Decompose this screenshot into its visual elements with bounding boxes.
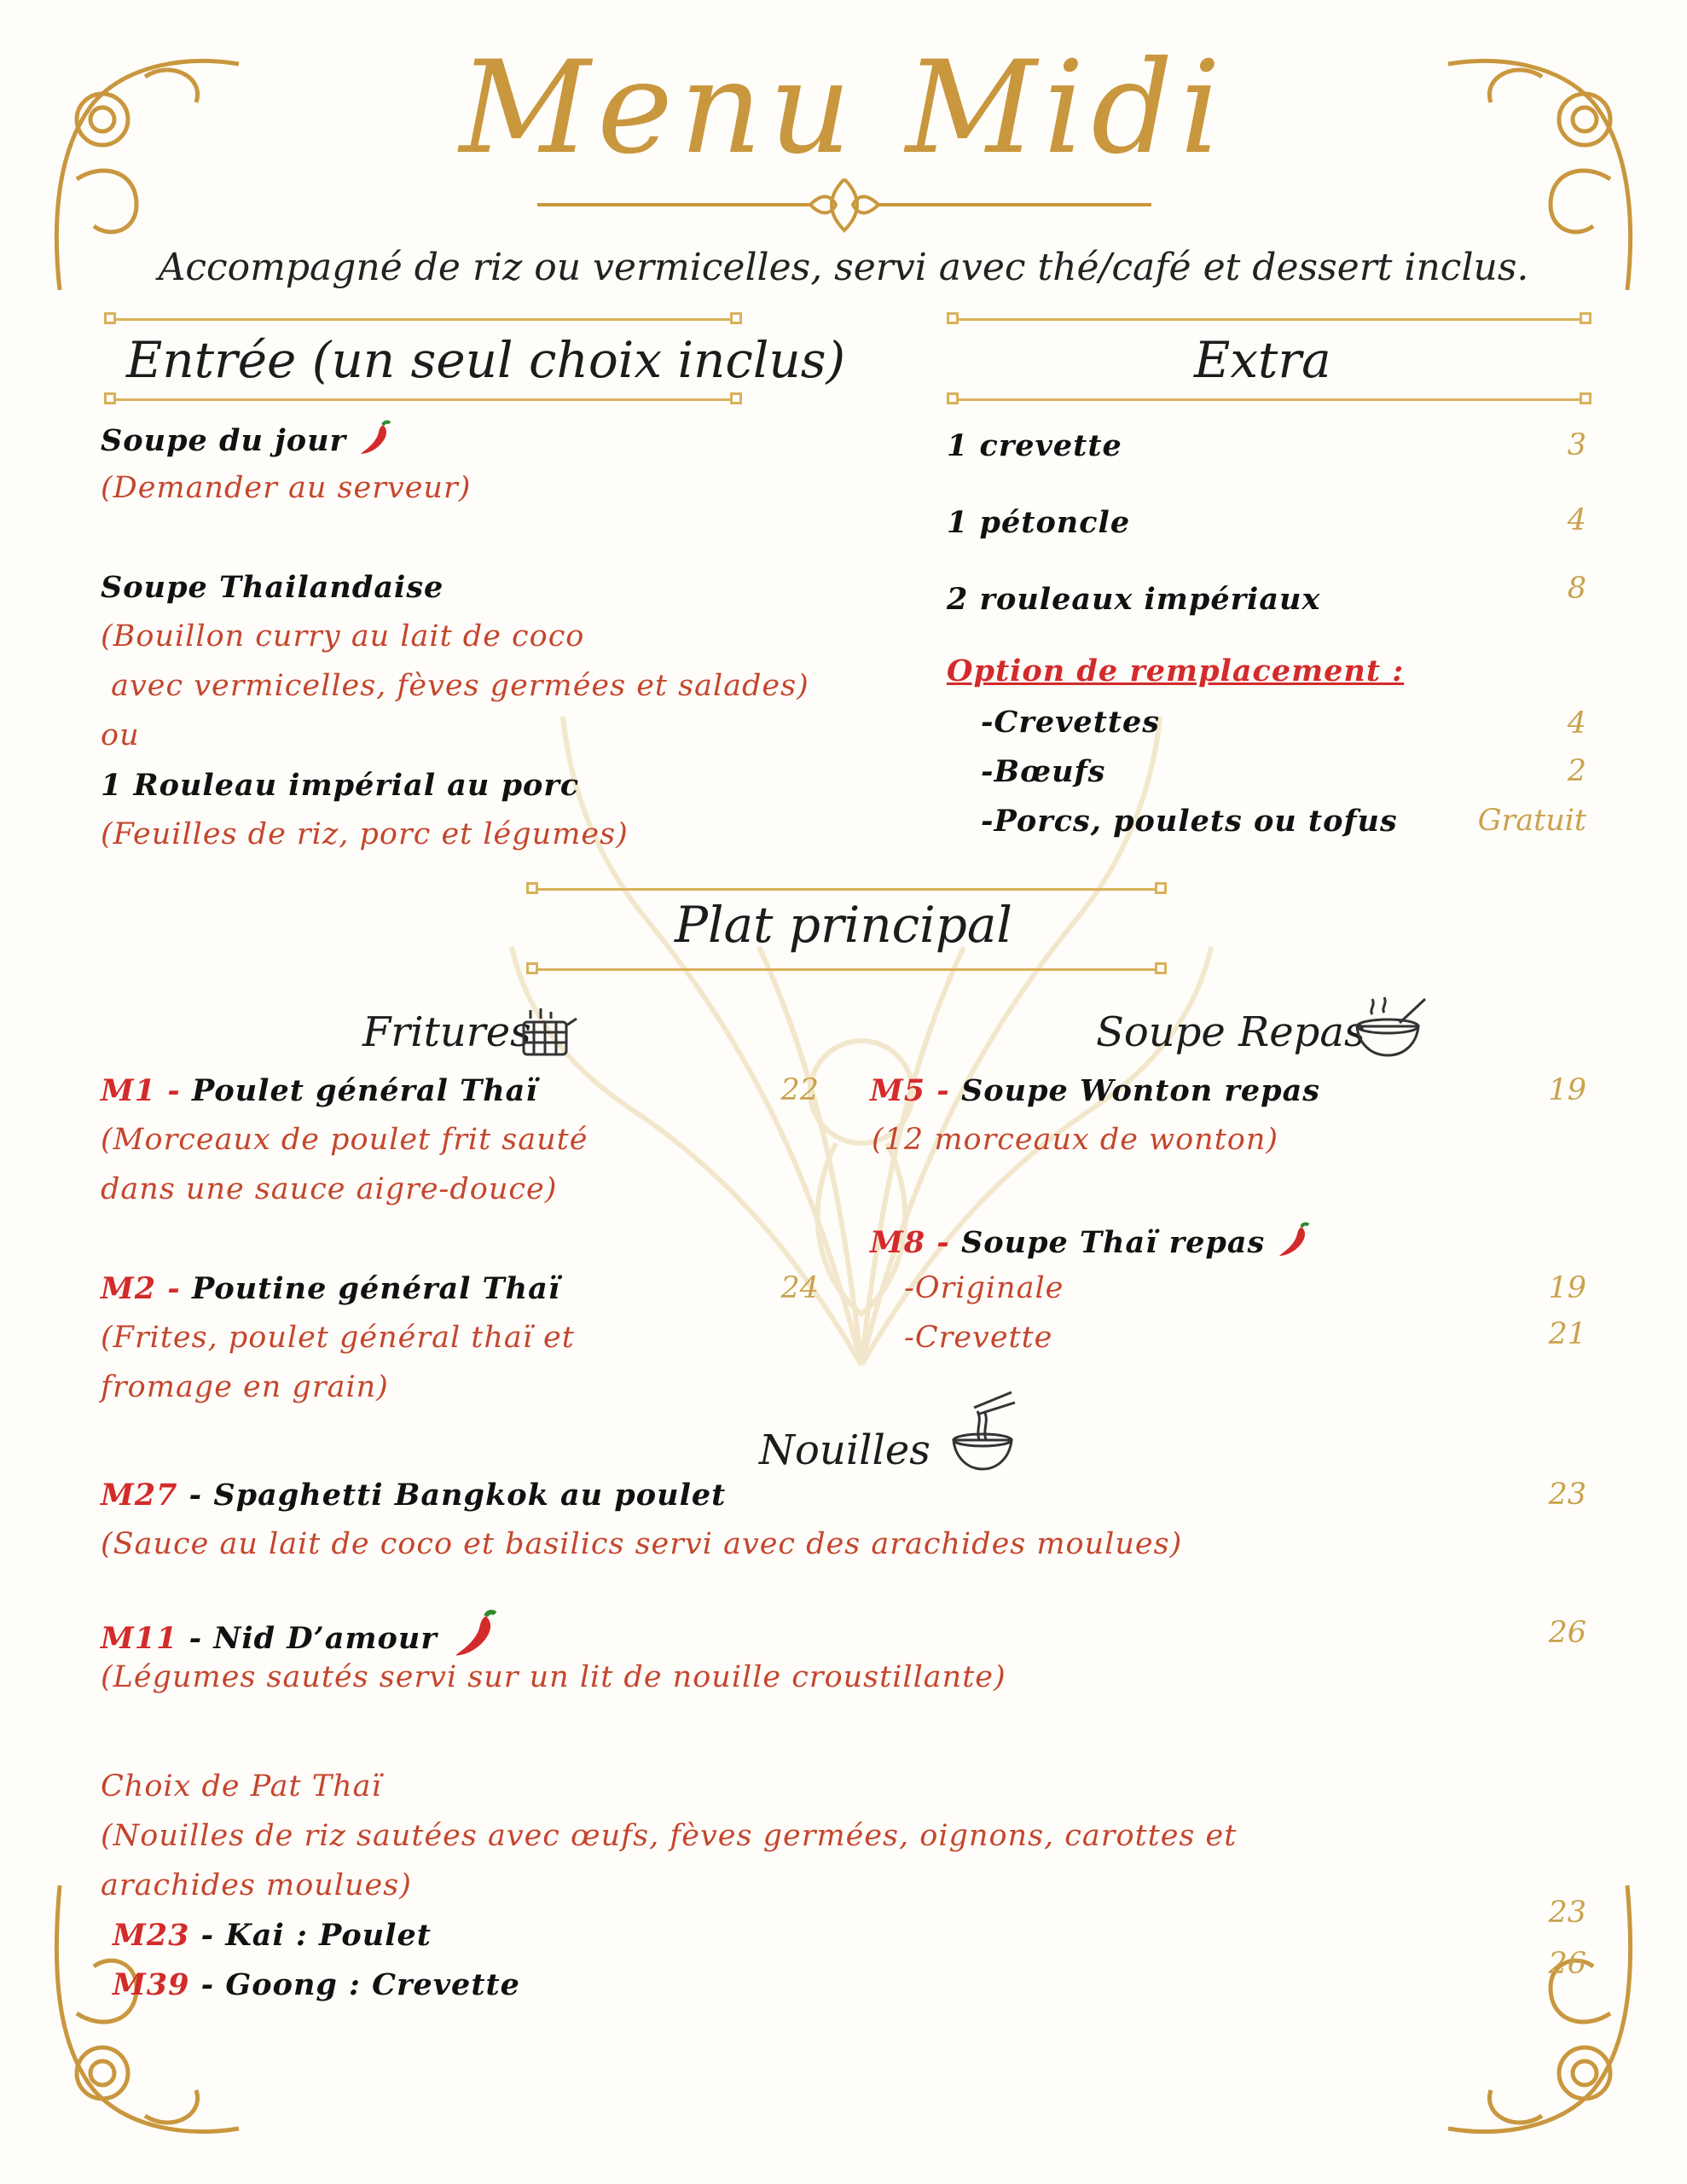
- item-code: M27: [101, 1478, 178, 1513]
- rule-square: [730, 312, 742, 324]
- rule-square: [1580, 312, 1591, 324]
- pat-thai-price: 23: [1548, 1896, 1586, 1930]
- nouilles-item-price: 23: [1548, 1478, 1586, 1512]
- soupe-item-name: [870, 1222, 1310, 1260]
- fritures-item-name: [101, 1271, 560, 1306]
- item-label: Goong : Crevette: [225, 1967, 520, 2002]
- rule-square: [947, 392, 959, 404]
- pat-thai-option: [113, 1918, 432, 1953]
- entree-item-label: Soupe du jour: [101, 423, 346, 458]
- extra-rule-bottom: [954, 398, 1585, 401]
- item-separator: -: [925, 1225, 962, 1260]
- option-name: -Crevettes: [981, 705, 1161, 740]
- page-title: Menu Midi: [459, 34, 1228, 183]
- fritures-item-price: 24: [780, 1271, 819, 1305]
- rule-square: [1155, 882, 1167, 894]
- item-code: M23: [113, 1918, 190, 1953]
- fritures-item-desc: dans une sauce aigre-douce): [101, 1172, 558, 1206]
- entree-item-name: 1 Rouleau impérial au porc: [101, 768, 580, 803]
- entree-rule-top: [111, 318, 733, 321]
- option-price: 2: [1567, 754, 1586, 788]
- rule-square: [730, 392, 742, 404]
- pat-thai-desc: arachides moulues): [101, 1868, 412, 1902]
- item-separator: -: [177, 1478, 214, 1513]
- item-separator: -: [925, 1073, 962, 1108]
- item-label: Nid D’amour: [213, 1621, 438, 1656]
- item-separator: -: [189, 1967, 226, 2002]
- rule-square: [104, 392, 116, 404]
- soupe-item-desc: (12 morceaux de wonton): [872, 1123, 1279, 1157]
- fritures-item-name: [101, 1073, 538, 1108]
- extra-rule-top: [954, 318, 1585, 321]
- option-name: -Porcs, poulets ou tofus: [981, 804, 1398, 839]
- entree-item-name: [101, 420, 391, 458]
- rule-square: [526, 882, 538, 894]
- entree-item-desc: (Bouillon curry au lait de coco: [101, 619, 585, 653]
- pat-thai-option: [113, 1967, 520, 2002]
- entree-item-desc: (Feuilles de riz, porc et légumes): [101, 817, 629, 851]
- item-separator: -: [156, 1271, 193, 1306]
- pat-thai-desc: (Nouilles de riz sautées avec œufs, fèves germées, oignons, carottes et: [101, 1819, 1238, 1853]
- item-label: Soupe Thaï repas: [961, 1225, 1266, 1260]
- fryer-basket-icon: [519, 1007, 578, 1060]
- soupe-item-name: [870, 1073, 1320, 1108]
- rule-square: [947, 312, 959, 324]
- soupe-heading: Soupe Repas: [1096, 1008, 1365, 1056]
- entree-or: ou: [101, 718, 140, 752]
- extra-heading: Extra: [1194, 331, 1331, 389]
- item-separator: -: [189, 1918, 226, 1953]
- nouilles-item-desc: (Sauce au lait de coco et basilics servi avec des arachides moulues): [101, 1527, 1183, 1561]
- extra-item-name: 1 crevette: [947, 428, 1122, 463]
- plat-heading: Plat principal: [675, 896, 1012, 954]
- item-label: Spaghetti Bangkok au poulet: [213, 1478, 727, 1513]
- item-code: M1: [101, 1073, 157, 1108]
- entree-item-desc: (Demander au serveur): [101, 471, 472, 505]
- rule-square: [104, 312, 116, 324]
- nouilles-item-name: [101, 1478, 726, 1513]
- noodle-bowl-icon: [948, 1391, 1017, 1476]
- chili-pepper-icon: [449, 1609, 500, 1660]
- item-code: M39: [113, 1967, 190, 2002]
- entree-heading: Entrée (un seul choix inclus): [126, 331, 846, 389]
- extra-item-name: 2 rouleaux impériaux: [947, 582, 1321, 617]
- option-price: Gratuit: [1477, 804, 1586, 838]
- fritures-item-desc: (Morceaux de poulet frit sauté: [101, 1123, 588, 1157]
- chili-pepper-icon: [357, 420, 391, 457]
- extra-item-price: 3: [1567, 428, 1586, 462]
- extra-item-price: 4: [1567, 503, 1586, 537]
- fritures-item-desc: fromage en grain): [101, 1370, 389, 1404]
- option-price: 4: [1567, 706, 1586, 741]
- item-label: Soupe Wonton repas: [961, 1073, 1320, 1108]
- item-label: Poutine général Thaï: [192, 1271, 561, 1306]
- pat-thai-price: 26: [1548, 1947, 1586, 1981]
- soupe-option-name: -Originale: [904, 1271, 1064, 1305]
- nouilles-heading: Nouilles: [759, 1426, 930, 1474]
- rule-square: [1155, 962, 1167, 974]
- soupe-option-name: -Crevette: [904, 1321, 1053, 1355]
- entree-rule-bottom: [111, 398, 733, 401]
- fritures-item-price: 22: [780, 1073, 819, 1107]
- entree-item-desc: avec vermicelles, fèves germées et salades): [101, 669, 809, 703]
- nouilles-item-price: 26: [1548, 1616, 1586, 1650]
- fritures-item-desc: (Frites, poulet général thaï et: [101, 1321, 575, 1355]
- item-code: M8: [870, 1225, 926, 1260]
- soupe-option-price: 19: [1548, 1271, 1586, 1305]
- fritures-heading: Fritures: [362, 1008, 531, 1056]
- soup-bowl-icon: [1352, 994, 1429, 1062]
- option-name: -Bœufs: [981, 754, 1106, 789]
- plat-rule-bottom: [533, 968, 1160, 971]
- nouilles-item-desc: (Légumes sautés servi sur un lit de nouille croustillante): [101, 1660, 1006, 1694]
- soupe-option-price: 21: [1548, 1317, 1586, 1351]
- soupe-item-price: 19: [1548, 1073, 1586, 1107]
- extra-item-name: 1 pétoncle: [947, 505, 1131, 540]
- nouilles-item-name: [101, 1609, 500, 1660]
- item-code: M2: [101, 1271, 157, 1306]
- rule-square: [526, 962, 538, 974]
- title-flourish: [529, 175, 1160, 235]
- item-code: M11: [101, 1621, 178, 1656]
- item-code: M5: [870, 1073, 926, 1108]
- extra-item-price: 8: [1567, 572, 1586, 606]
- entree-item-name: Soupe Thailandaise: [101, 570, 444, 605]
- pat-thai-title: Choix de Pat Thaï: [101, 1769, 382, 1804]
- rule-square: [1580, 392, 1591, 404]
- item-separator: -: [177, 1621, 214, 1656]
- page-subtitle: Accompagné de riz ou vermicelles, servi avec thé/café et dessert inclus.: [158, 246, 1529, 289]
- option-title: Option de remplacement :: [947, 653, 1405, 688]
- item-separator: -: [156, 1073, 193, 1108]
- plat-rule-top: [533, 888, 1160, 891]
- item-label: Kai : Poulet: [225, 1918, 432, 1953]
- chili-pepper-icon: [1276, 1222, 1310, 1259]
- item-label: Poulet général Thaï: [192, 1073, 538, 1108]
